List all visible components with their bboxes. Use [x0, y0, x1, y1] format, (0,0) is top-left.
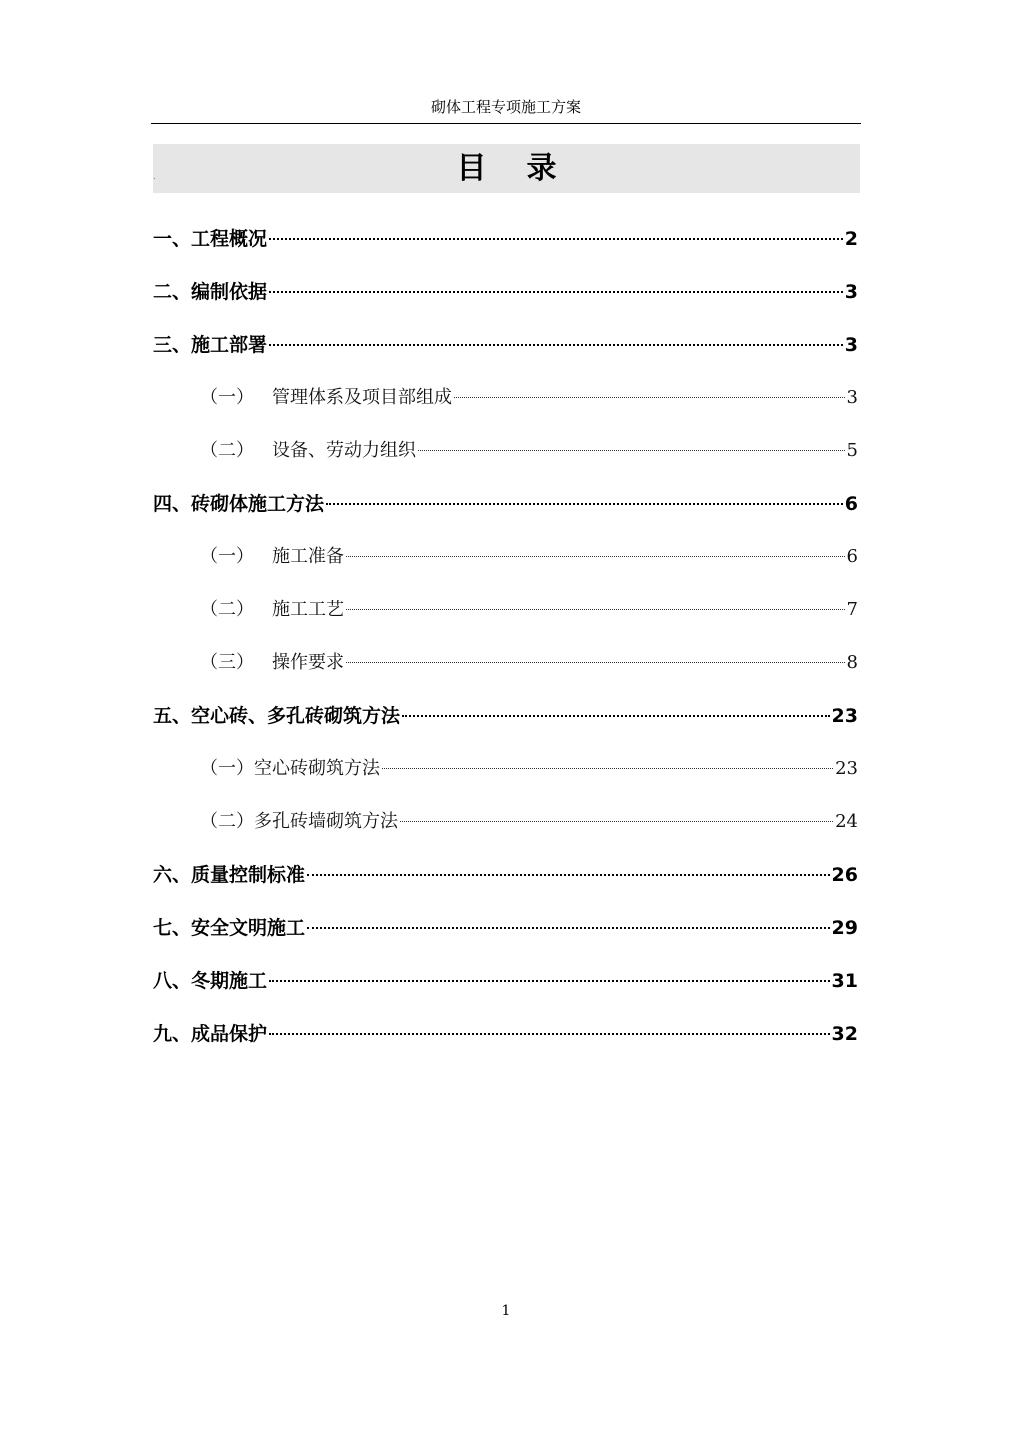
- running-header: 砌体工程专项施工方案: [430, 98, 581, 116]
- toc-entry-page: 2: [844, 228, 858, 250]
- toc-entry-label: [153, 861, 305, 889]
- dot-leader: [454, 397, 845, 398]
- toc-entry-page: 32: [831, 1023, 858, 1045]
- toc-entry-prefix: （一）: [200, 387, 254, 408]
- toc-entry-label: [153, 702, 400, 730]
- toc-entry-title: 施工准备: [272, 546, 344, 567]
- toc-subentry-5-1[interactable]: [200, 755, 858, 783]
- toc-subentry-5-2[interactable]: [200, 808, 858, 836]
- toc-entry-prefix: 二、: [153, 281, 192, 303]
- toc-entry-prefix: 五、: [153, 705, 192, 727]
- toc-entry-label: [153, 1020, 267, 1048]
- dot-leader: [346, 662, 845, 663]
- toc-entry-page: 26: [831, 864, 858, 886]
- toc-entry-page: 7: [846, 599, 858, 620]
- toc-entry-page: 23: [835, 758, 858, 779]
- toc-entry-7[interactable]: [153, 914, 858, 942]
- dot-leader: [269, 238, 843, 240]
- dot-leader: [382, 768, 833, 769]
- toc-entry-page: 29: [831, 917, 858, 939]
- toc-title: 目录: [456, 151, 597, 186]
- toc-entry-prefix: （三）: [200, 652, 254, 673]
- toc-entry-label: [153, 331, 267, 359]
- toc-entry-page: 24: [835, 811, 858, 832]
- toc-entry-prefix: （二）: [200, 599, 254, 620]
- toc-entry-prefix: （二）: [200, 440, 254, 461]
- toc-entry-prefix: 六、: [153, 864, 192, 886]
- toc-entry-title: 空心砖砌筑方法: [254, 758, 380, 779]
- toc-entry-title: 空心砖、多孔砖砌筑方法: [191, 705, 401, 727]
- toc-entry-page: 23: [831, 705, 858, 727]
- toc-entry-title: 施工工艺: [272, 599, 344, 620]
- toc-entry-title: 质量控制标准: [191, 864, 306, 886]
- toc-entry-2[interactable]: [153, 278, 858, 306]
- title-mark: .: [153, 172, 156, 181]
- toc-entry-label: [153, 490, 324, 518]
- toc-entry-label: [200, 437, 416, 465]
- toc-entry-page: 3: [844, 334, 858, 356]
- toc-entry-title: 安全文明施工: [191, 917, 306, 939]
- toc-entry-prefix: 四、: [153, 493, 192, 515]
- toc-entry-5[interactable]: [153, 702, 858, 730]
- toc-entry-9[interactable]: [153, 1020, 858, 1048]
- toc-entry-title: 施工部署: [191, 334, 268, 356]
- toc-entry-prefix: （一）: [200, 758, 254, 779]
- toc-entry-title: 多孔砖墙砌筑方法: [254, 811, 398, 832]
- toc-entry-prefix: （一）: [200, 546, 254, 567]
- toc-entry-prefix: 八、: [153, 970, 192, 992]
- toc-entry-prefix: 九、: [153, 1023, 192, 1045]
- dot-leader: [269, 291, 843, 293]
- dot-leader: [307, 927, 830, 929]
- dot-leader: [346, 556, 845, 557]
- dot-leader: [307, 874, 830, 876]
- toc-subentry-4-3[interactable]: [200, 649, 858, 677]
- toc-entry-6[interactable]: [153, 861, 858, 889]
- dot-leader: [326, 503, 843, 505]
- dot-leader: [269, 1033, 830, 1035]
- toc-entry-page: 6: [846, 546, 858, 567]
- dot-leader: [400, 821, 833, 822]
- toc-entry-prefix: 一、: [153, 228, 192, 250]
- toc-entry-page: 8: [846, 652, 858, 673]
- toc-entry-label: [200, 755, 380, 783]
- toc-entry-title: 编制依据: [191, 281, 268, 303]
- toc-entry-page: 5: [846, 440, 858, 461]
- toc-entry-page: 31: [831, 970, 858, 992]
- toc-entry-label: [153, 914, 305, 942]
- toc-entry-page: 6: [844, 493, 858, 515]
- toc-entry-label: [200, 649, 344, 677]
- toc-subentry-3-1[interactable]: [200, 384, 858, 412]
- toc-entry-title: 工程概况: [191, 228, 268, 250]
- toc-entry-title: 成品保护: [191, 1023, 268, 1045]
- toc-subentry-3-2[interactable]: [200, 437, 858, 465]
- toc-entry-4[interactable]: [153, 490, 858, 518]
- toc-entry-label: [153, 278, 267, 306]
- toc-entry-page: 3: [844, 281, 858, 303]
- toc-entry-label: [153, 225, 267, 253]
- toc-entry-prefix: 七、: [153, 917, 192, 939]
- toc-entry-title: 砖砌体施工方法: [191, 493, 325, 515]
- toc-entry-1[interactable]: [153, 225, 858, 253]
- toc-entry-8[interactable]: [153, 967, 858, 995]
- toc-entry-prefix: （二）: [200, 811, 254, 832]
- toc-entry-title: 管理体系及项目部组成: [272, 387, 452, 408]
- toc-entry-page: 3: [846, 387, 858, 408]
- toc-subentry-4-1[interactable]: [200, 543, 858, 571]
- dot-leader: [402, 715, 830, 717]
- toc-entry-title: 冬期施工: [191, 970, 268, 992]
- toc-entry-prefix: 三、: [153, 334, 192, 356]
- toc-entry-title: 设备、劳动力组织: [272, 440, 416, 461]
- toc-entry-label: [200, 808, 398, 836]
- toc-entry-label: [153, 967, 267, 995]
- toc-entry-label: [200, 543, 344, 571]
- toc-entry-label: [200, 596, 344, 624]
- dot-leader: [346, 609, 845, 610]
- dot-leader: [269, 980, 830, 982]
- page-number: 1: [501, 1303, 511, 1319]
- toc-subentry-4-2[interactable]: [200, 596, 858, 624]
- toc-entry-label: [200, 384, 452, 412]
- dot-leader: [418, 450, 845, 451]
- dot-leader: [269, 344, 843, 346]
- toc-entry-3[interactable]: [153, 331, 858, 359]
- toc-entry-title: 操作要求: [272, 652, 344, 673]
